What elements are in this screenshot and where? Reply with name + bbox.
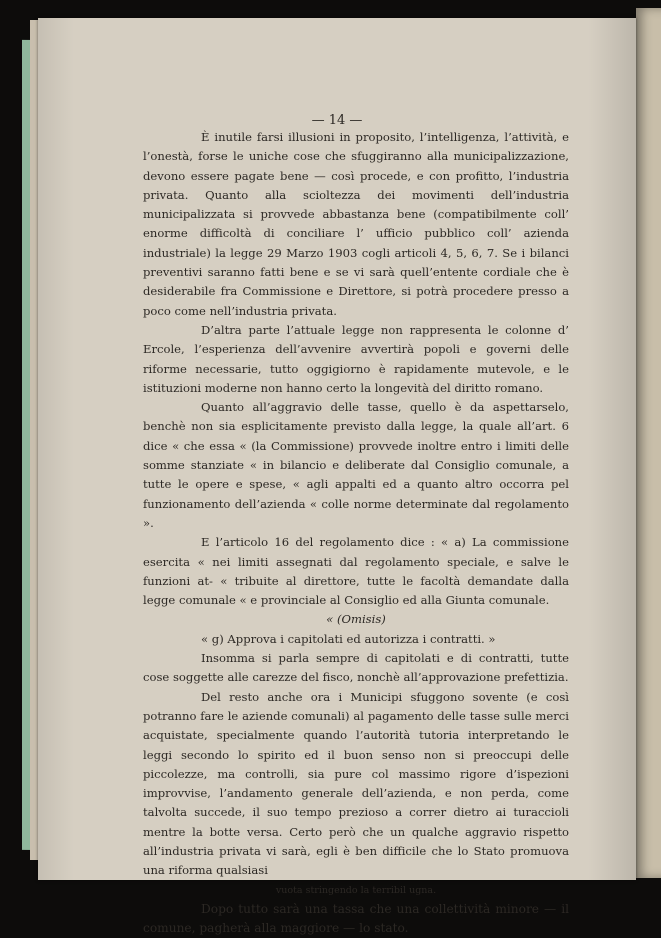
paragraph-4: E l’articolo 16 del regolamento dice : « a) La commissione esercita « nei limiti assegnati dal regolamento speciale, e salve le funzioni at- « tribuite al direttore, tutte le facoltà demandate dalla legge comunale « e provinciale al Consiglio ed alla Giunta comunale. <box>143 535 569 608</box>
facing-page-edge <box>636 8 661 878</box>
omisis-line: « (Omisis) <box>326 612 386 627</box>
clause-g: « g) Approva i capitolati ed autorizza i contratti. » <box>201 631 496 646</box>
verse-quote: vuota stringendo la terribil ugna. <box>275 884 437 896</box>
paragraph-1: È inutile farsi illusioni in proposito, l’intelligenza, l’attività, e l’onestà, forse le uniche cose che sfuggiranno alla municipalizzazione, devono essere pagate bene — così procede, e con profitto, l’industria privata. Quanto alla scioltezza dei movimenti dell’industria municipalizzata si provvede abbastanza bene (compatibilmente coll’ enorme difficoltà di conciliare l’ ufficio pubblico coll’ azienda industriale) la legge 29 Marzo 1903 cogli articoli 4, 5, 6, 7. Se i bilanci preventivi saranno fatti bene e se vi sarà quell’entente cordiale che è desiderabile fra Commissione e Direttore, si potrà procedere presso a poco come nell’industria privata. <box>143 130 569 318</box>
page-number: — 14 — <box>311 113 363 128</box>
paragraph-6: Del resto anche ora i Municipi sfuggono sovente (e così potranno fare le aziende comunali) al pagamento delle tasse sulle merci acquistate, specialmente quando l’autorità tutoria interpretando le leggi secondo lo spirito ed il buon senso non si preoccupi delle piccolezze, ma controlli, sia pure col massimo rigore d’ispezioni improvvise, l’andamento generale dell’azienda, e non perda, come talvolta succede, il suo tempo prezioso a correr dietro ai turaccioli mentre la botte versa. Certo però che un qualche aggravio rispetto all’industria privata vi sarà, egli è ben difficile che lo Stato promuova una riforma qualsiasi <box>143 689 569 878</box>
paragraph-2: D’altra parte l’attuale legge non rappresenta le colonne d’ Ercole, l’esperienza dell’avvenire avvertirà popoli e governi delle riforme necessarie, tutto oggigiorno è rapidamente mutevole, e le istituzioni moderne non hanno certo la longevità del diritto romano. <box>143 322 569 395</box>
paragraph-3: Quanto all’aggravio delle tasse, quello è da aspettarselo, benchè non sia esplicitamente previsto dalla legge, la quale all’art. 6 dice « che essa « (la Commissione) provvede inoltre entro i limiti delle somme stanziate « in bilancio e deliberate dal Consiglio comunale, a tutte le opere e spese, « agli appalti ed a quanto altro occorra pel funzionamento dell’azienda « colle norme determinate dal regolamento ». <box>143 400 569 530</box>
paragraph-5: Insomma si parla sempre di capitolati e di contratti, tutte cose soggette alle carezze del fisco, nonchè all’approvazione prefettizia. <box>143 651 569 685</box>
final-paragraph: Dopo tutto sarà una tassa che una collettività minore — il comune, pagherà alla maggiore — lo stato. <box>143 901 569 935</box>
page-body <box>143 128 569 938</box>
